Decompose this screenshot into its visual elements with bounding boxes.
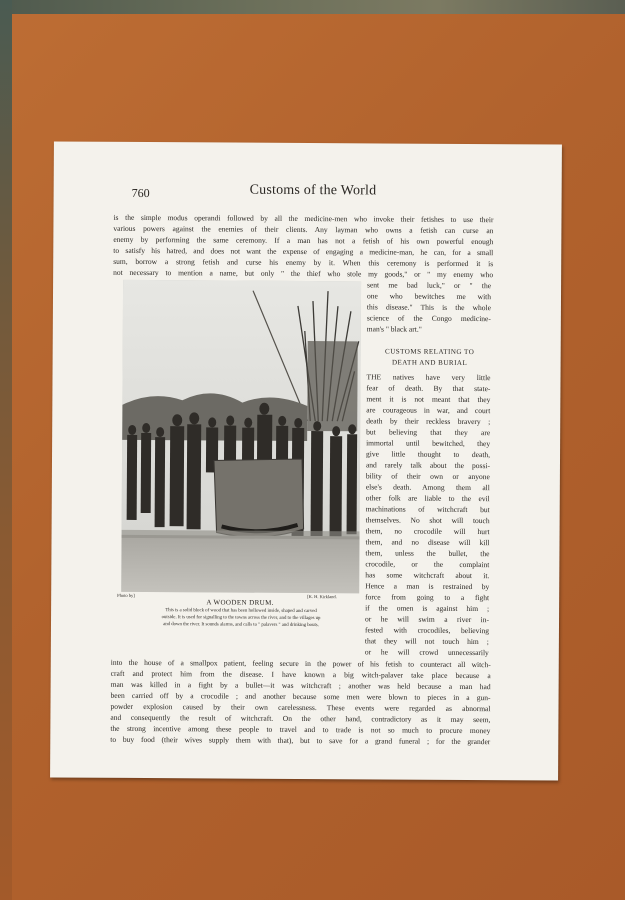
caption-line: This is a solid block of wood that has been hollowed inside, shaped and carved — [165, 608, 317, 615]
photo-credit-left: Photo by] — [117, 592, 135, 598]
body-line: and consequently the result of witchcraft. On the other hand, contradictory as it may seem, — [110, 712, 491, 725]
body-line: that they will not touch him ; — [364, 636, 489, 647]
body-line: them, and no disease will kill — [365, 537, 490, 548]
body-line: if the omen is against him ; — [365, 603, 490, 614]
background-strip-left — [0, 0, 12, 900]
body-line: them, no crocodile will hurt — [365, 526, 490, 537]
page-number: 760 — [131, 185, 150, 201]
body-line: is the simple modus operandi followed by all the medicine-men who invoke their fetishes to use their — [113, 212, 494, 225]
section-heading-line: DEATH AND BURIAL — [391, 358, 468, 367]
body-line: to satisfy his hatred, and does not want the expense of engaging a medicine-man, he can, for a small — [113, 245, 494, 258]
body-line: craft and protect him from the disease. I have known a big witch-palaver take place because a — [110, 668, 491, 681]
body-line: sent me bad luck," or " the — [367, 280, 492, 291]
body-line: and rarely talk about the possi- — [365, 460, 491, 471]
body-line: immortal until bewitched, they — [366, 438, 491, 449]
photo-credit-right: [K. H. Kirkland. — [307, 594, 337, 600]
body-line: not necessary to mention a name, but only " the thief who stole my goods," or " my enemy who — [113, 267, 494, 280]
body-line: but believing that they are — [366, 427, 491, 438]
caption-line: outside. It is used for signalling to the towns across the river, and to the villages up — [161, 615, 321, 622]
section-heading-line: CUSTOMS RELATING TO — [385, 347, 475, 357]
body-line: force from going to a fight — [365, 592, 490, 603]
body-line: has some witchcraft about it. — [365, 570, 490, 581]
body-line: crocodile, or the complaint — [365, 559, 490, 570]
section-heading — [371, 346, 489, 369]
body-line: death by their reckless bravery ; — [366, 416, 491, 427]
body-line: into the house of a smallpox patient, feeling secure in the power of his fetish to counteract all witch- — [110, 657, 491, 670]
caption-body — [117, 607, 365, 630]
wooden-drum-photo — [121, 280, 361, 593]
caption-line: and down the river. It sounds alarms, and calls to " palavers " and drinking bouts. — [163, 622, 319, 629]
photo-illustration — [121, 280, 361, 593]
body-line: the strong incentive among these people to travel and to trade is not so much to procure money — [110, 723, 491, 736]
body-line: are courageous in war, and court — [366, 405, 491, 416]
body-line: machinations of witchcraft but — [365, 504, 490, 515]
body-line: man was killed in a fight by a bullet—it was witchcraft ; another was held because a man had — [110, 679, 491, 692]
body-line: various powers against the enemies of their clients. Any layman who owns a fetish can curse an — [113, 223, 494, 236]
body-line: THE natives have very little — [366, 372, 491, 383]
book-page — [50, 141, 562, 780]
body-line: bility of their own or anyone — [365, 471, 490, 482]
body-line: give little thought to death, — [366, 449, 491, 460]
body-line: man's " black art." — [366, 324, 422, 334]
body-line: ment it is not meant that they — [366, 394, 491, 405]
body-line: powder explosion caused by their own carelessness. These events were regarded as abnormal — [110, 701, 491, 714]
body-line: science of the Congo medicine- — [366, 313, 491, 324]
running-head: Customs of the World — [249, 182, 377, 199]
body-line: been carried off by a crocodile ; and another because some men were blown to pieces in a gun- — [110, 690, 491, 703]
body-line: one who bewitches me with — [366, 291, 492, 302]
body-line: them, unless the bullet, the — [365, 548, 490, 559]
body-line: fear of death. By that state- — [366, 383, 491, 394]
body-line: enemy by performing the same ceremony. If a man has not a fetish of his own powerful enough — [113, 234, 494, 247]
body-line: else's death. Among them all — [365, 482, 490, 493]
background-strip-top — [0, 0, 625, 14]
body-line: sum, borrow a strong fetish and curse his enemy by it. When this ceremony is performed it is — [113, 256, 494, 269]
body-line: themselves. No shot will touch — [365, 515, 490, 526]
body-line: or he will swim a river in- — [365, 614, 490, 625]
body-line: other folk are liable to the evil — [365, 493, 490, 504]
caption-title: A WOODEN DRUM. — [206, 598, 274, 607]
body-line: this disease." This is the whole — [366, 302, 491, 313]
body-line: to buy food (their wives supply them with that), but to save for a grand funeral ; for the grander — [110, 734, 491, 747]
body-line: or he will crowd unnecessarily — [364, 647, 489, 658]
body-line: fested with crocodiles, believing — [364, 625, 489, 636]
body-line: Hence a man is restrained by — [365, 581, 490, 592]
